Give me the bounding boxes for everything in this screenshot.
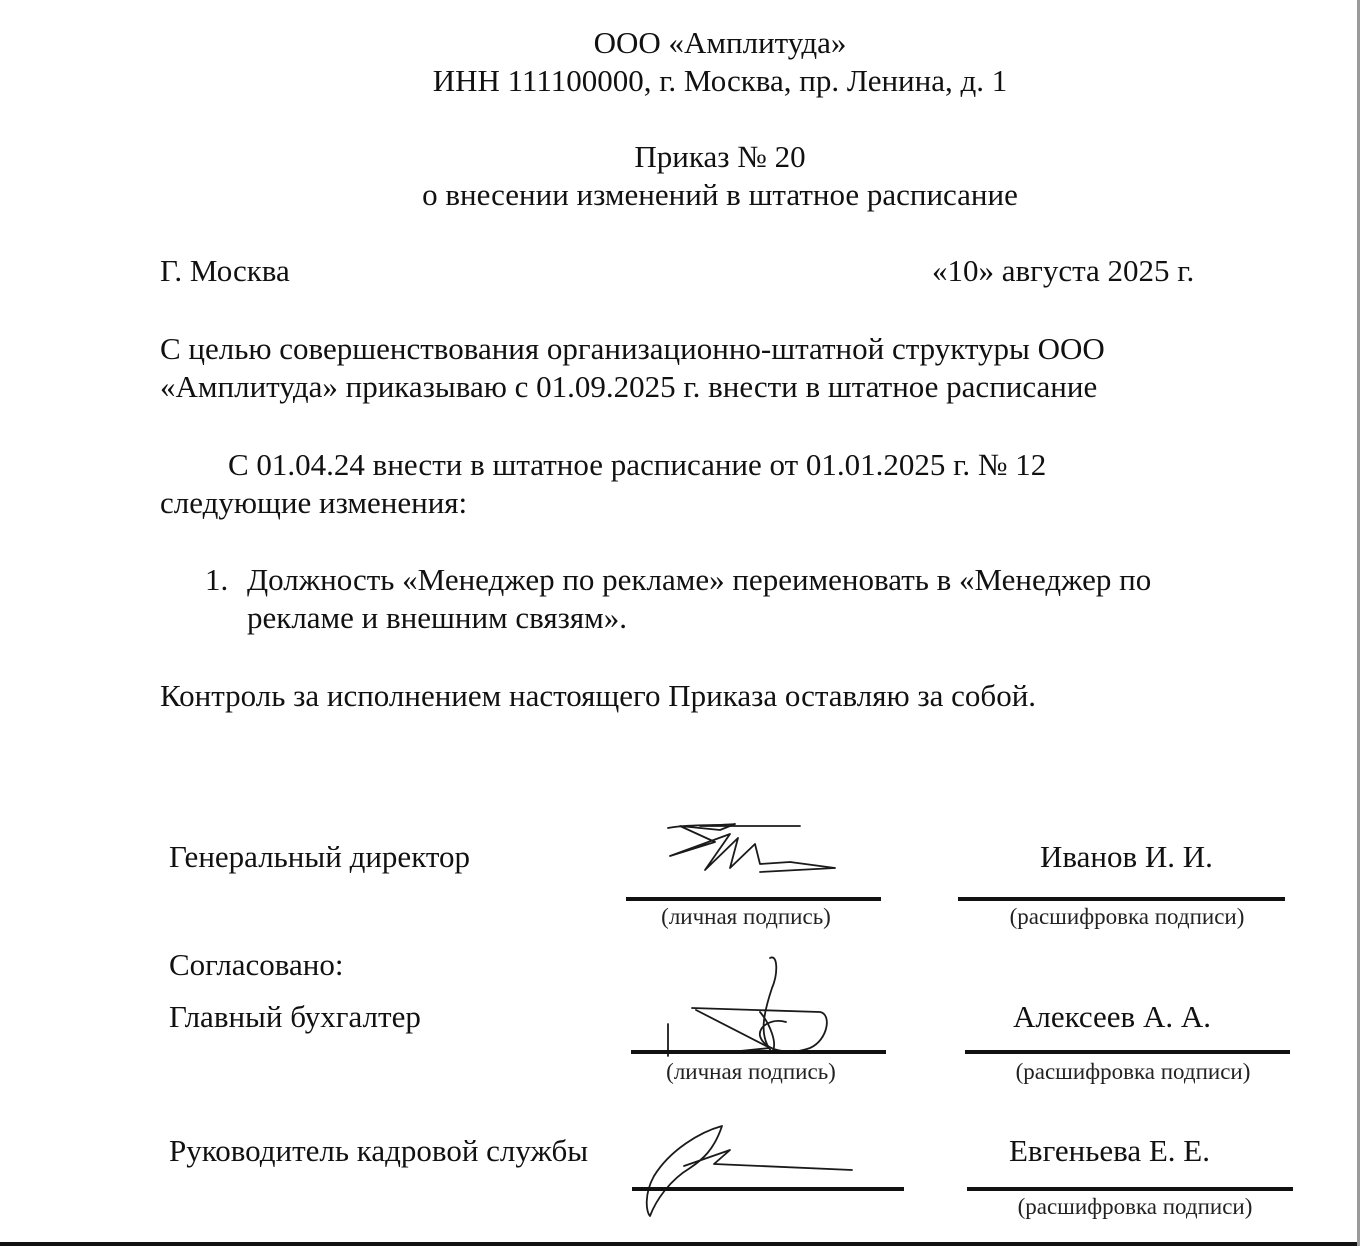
company-name: ООО «Амплитуда» [593, 25, 847, 60]
hr-name-line [967, 1187, 1293, 1191]
company-details: ИНН 111100000, г. Москва, пр. Ленина, д. 1 [432, 63, 1008, 98]
city: Г. Москва [160, 253, 290, 288]
director-name: Иванов И. И. [1040, 839, 1213, 874]
list-item-line-2: рекламе и внешним связям». [247, 600, 628, 635]
purpose-line-1: С целью совершенствования организационно-штатной структуры ООО [160, 331, 1105, 366]
purpose-line-2: «Амплитуда» приказываю с 01.09.2025 г. внести в штатное расписание [160, 369, 1098, 404]
accountant-name-line [965, 1050, 1290, 1054]
agreed-label: Согласовано: [169, 947, 344, 982]
accountant-sign-caption: (личная подпись) [666, 1059, 836, 1084]
accountant-signature-line [631, 1050, 886, 1054]
director-signature [660, 820, 850, 880]
list-item-line-1: Должность «Менеджер по рекламе» переименовать в «Менеджер по [247, 562, 1152, 597]
director-signature-line [626, 897, 881, 901]
order-title: Приказ № 20 [634, 139, 806, 174]
hr-name-caption: (расшифровка подписи) [1017, 1194, 1253, 1219]
list-item-number: 1. [205, 562, 229, 597]
changes-line-2: следующие изменения: [160, 485, 468, 520]
accountant-signature [660, 952, 840, 1062]
order-subtitle: о внесении изменений в штатное расписание [422, 177, 1018, 212]
director-sign-caption: (личная подпись) [661, 904, 831, 929]
page-bottom-border [0, 1242, 1360, 1246]
accountant-position: Главный бухгалтер [169, 999, 421, 1034]
hr-name: Евгеньева Е. Е. [1009, 1133, 1210, 1168]
director-position: Генеральный директор [169, 839, 470, 874]
accountant-name: Алексеев А. А. [1013, 999, 1211, 1034]
hr-signature-line [632, 1187, 904, 1191]
changes-line-1: С 01.04.24 внести в штатное расписание от 01.01.2025 г. № 12 [228, 447, 1047, 482]
order-date: «10» августа 2025 г. [932, 253, 1195, 288]
director-name-caption: (расшифровка подписи) [1009, 904, 1245, 929]
director-name-line [958, 897, 1285, 901]
accountant-name-caption: (расшифровка подписи) [1015, 1059, 1251, 1084]
hr-position: Руководитель кадровой службы [169, 1133, 589, 1168]
hr-signature [640, 1120, 870, 1220]
control-statement: Контроль за исполнением настоящего Приказа оставляю за собой. [160, 678, 1037, 713]
